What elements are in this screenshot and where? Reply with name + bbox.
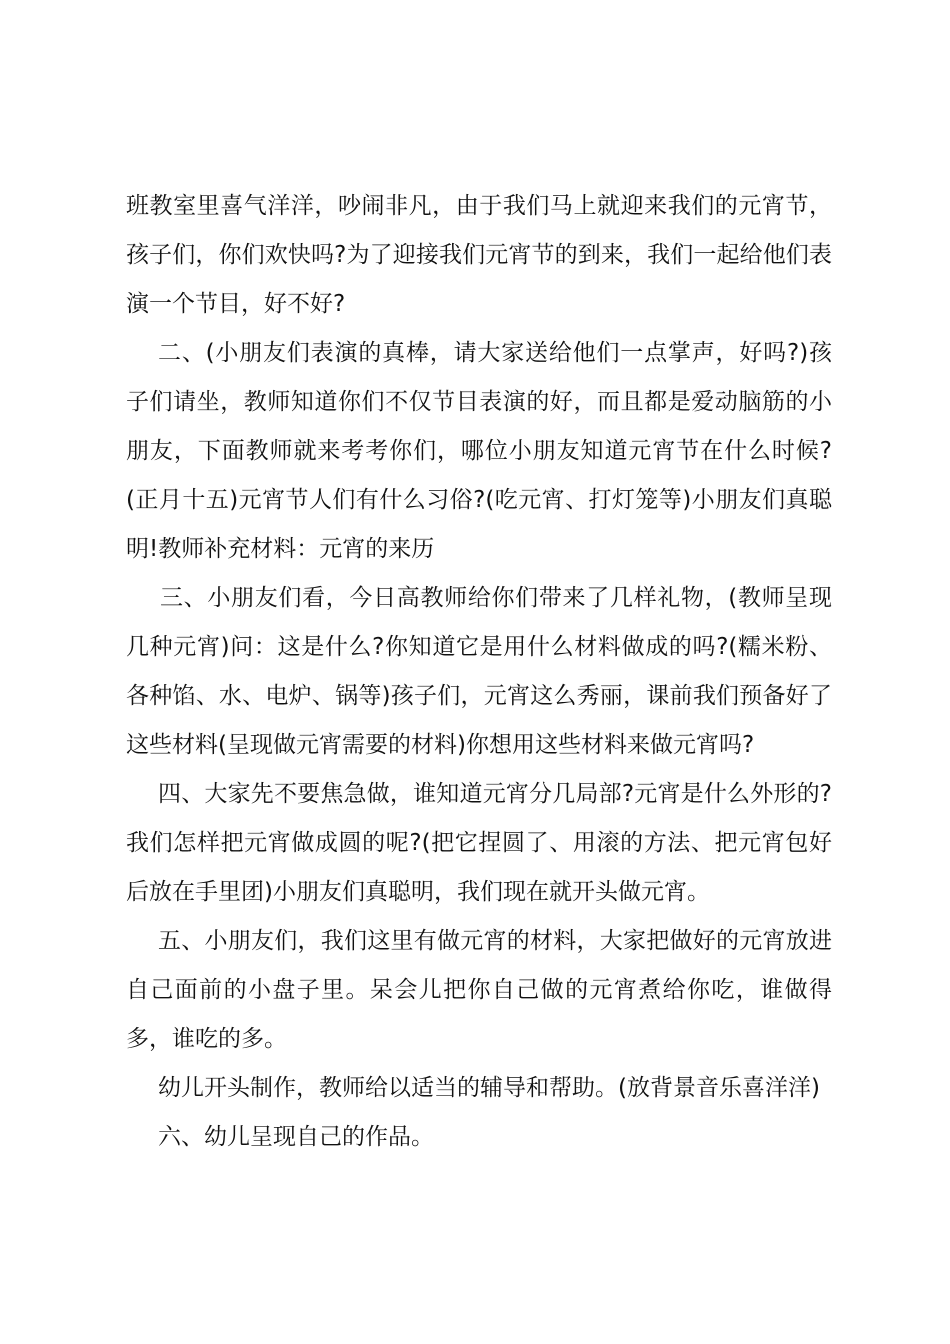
paragraph-section-6: 六、幼儿呈现自己的作品。 — [158, 1124, 434, 1150]
paragraph-intro: 班教室里喜气洋洋，吵闹非凡，由于我们马上就迎来我们的元宵节，孩子们，你们欢快吗?为了迎接我们元宵节的到来，我们一起给他们表演一个节目，好不好? — [126, 193, 832, 317]
paragraph-section-2: 二、(小朋友们表演的真棒，请大家送给他们一点掌声，好吗?)孩子们请坐，教师知道你们不仅节目表演的好，而且都是爱动脑筋的小朋友，下面教师就来考考你们，哪位小朋友知道元宵节在什么时候?(正月十五)元宵节人们有什么习俗?(吃元宵、打灯笼等)小朋友们真聪明!教师补充材料：元宵的来历 — [126, 340, 832, 562]
document-body — [126, 182, 832, 1162]
paragraph-section-4: 四、大家先不要焦急做，谁知道元宵分几局部?元宵是什么外形的?我们怎样把元宵做成圆的呢?(把它捏圆了、用滚的方法、把元宵包好后放在手里团)小朋友们真聪明，我们现在就开头做元宵。 — [126, 781, 832, 905]
paragraph-activity: 幼儿开头制作，教师给以适当的辅导和帮助。(放背景音乐喜洋洋) — [158, 1075, 820, 1101]
paragraph-section-3: 三、小朋友们看，今日高教师给你们带来了几样礼物，(教师呈现几种元宵)问：这是什么?你知道它是用什么材料做成的吗?(糯米粉、各种馅、水、电炉、锅等)孩子们，元宵这么秀丽，课前我们预备好了这些材料(呈现做元宵需要的材料)你想用这些材料来做元宵吗? — [126, 585, 832, 758]
paragraph-section-5: 五、小朋友们，我们这里有做元宵的材料，大家把做好的元宵放进自己面前的小盘子里。呆会儿把你自己做的元宵煮给你吃，谁做得多，谁吃的多。 — [126, 928, 832, 1052]
